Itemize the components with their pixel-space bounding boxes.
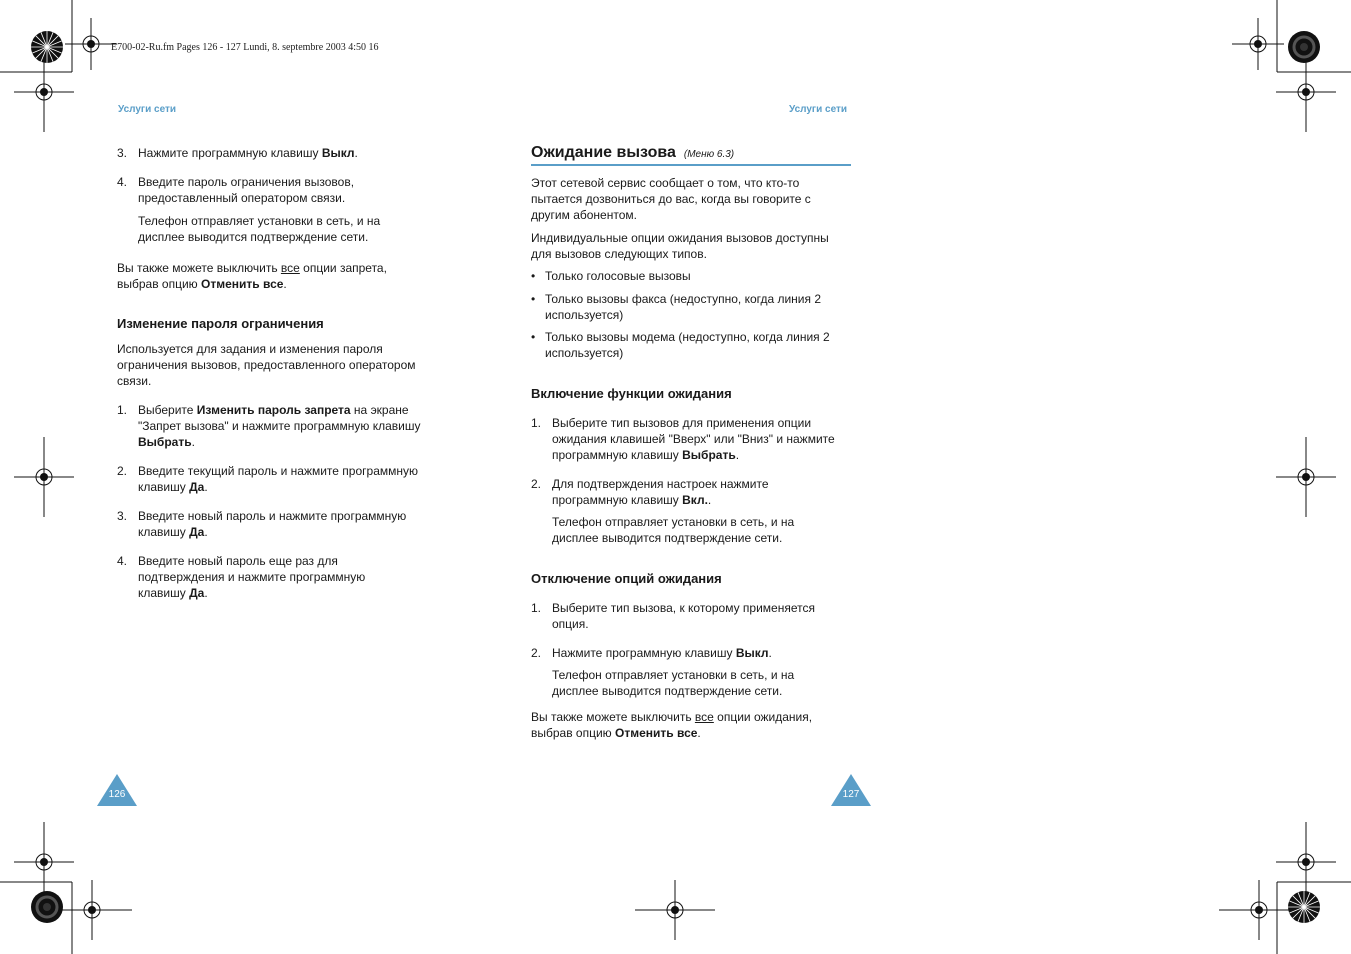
registration-mark-icon: [14, 437, 74, 517]
list-item: 2. Для подтверждения настроек нажмите программную клавишу Вкл..: [531, 477, 769, 507]
registration-mark-icon: [14, 52, 74, 132]
paragraph: Используется для задания и изменения пароля ограничения вызовов, предоставленного оператором связи.: [117, 342, 416, 388]
section-name-left: Услуги сети: [118, 104, 177, 115]
page-number-badge: [831, 774, 871, 806]
list-item: 1. Выберите тип вызовов для применения опции ожидания клавишей "Вверх" или "Вниз" и нажмите программную клавишу Выбрать.: [531, 416, 835, 462]
list-item: 3. Нажмите программную клавишу Выкл.: [117, 146, 358, 160]
page-number-badge: [97, 774, 137, 806]
registration-mark-icon: [52, 880, 132, 940]
registration-mark-icon: [635, 880, 715, 940]
right-page-column: [531, 145, 851, 741]
list-item: 3. Введите новый пароль и нажмите программную клавишу Да.: [117, 509, 407, 539]
menu-reference: (Меню 6.3): [683, 149, 735, 160]
starburst-mark-icon: [30, 30, 64, 64]
note-text: Телефон отправляет установки в сеть, и на дисплее выводится подтверждение сети.: [552, 515, 795, 545]
registration-mark-icon: [1276, 52, 1336, 132]
paragraph: Индивидуальные опции ожидания вызовов доступны для вызовов следующих типов.: [531, 231, 829, 261]
list-item: 2. Нажмите программную клавишу Выкл.: [531, 646, 772, 660]
list-item: 2. Введите текущий пароль и нажмите программную клавишу Да.: [117, 464, 418, 494]
left-page-column: [117, 145, 447, 601]
subheading: Отключение опций ожидания: [531, 571, 722, 586]
starburst-mark-icon: [1287, 890, 1321, 924]
paragraph: Вы также можете выключить все опции ожидания, выбрав опцию Отменить все.: [531, 710, 813, 740]
starburst-mark-icon: [1287, 30, 1321, 64]
subheading: Включение функции ожидания: [531, 386, 732, 401]
file-info: E700-02-Ru.fm Pages 126 - 127 Lundi, 8. septembre 2003 4:50 16: [111, 42, 379, 53]
subheading: Изменение пароля ограничения: [117, 316, 324, 331]
paragraph: Этот сетевой сервис сообщает о том, что кто-то пытается дозвониться до вас, когда вы говорите с другим абонентом.: [531, 176, 811, 222]
section-name-right: Услуги сети: [789, 104, 848, 115]
registration-mark-icon: [1276, 437, 1336, 517]
bullet-item: • Только вызовы модема (недоступно, когда линия 2 используется): [531, 329, 851, 361]
starburst-mark-icon: [30, 890, 64, 924]
list-item: 1. Выберите тип вызова, к которому применяется опция.: [531, 601, 815, 631]
paragraph: Вы также можете выключить все опции запрета, выбрав опцию Отменить все.: [117, 261, 387, 291]
note-text: Телефон отправляет установки в сеть, и на дисплее выводится подтверждение сети.: [138, 214, 381, 244]
page-number: 126: [108, 789, 126, 800]
list-item: 1. Выберите Изменить пароль запрета на экране "Запрет вызова" и нажмите программную клавишу Выбрать.: [117, 403, 421, 449]
list-item: 4. Введите пароль ограничения вызовов, предоставленный оператором связи.: [117, 175, 355, 205]
page-title: Ожидание вызова: [531, 144, 676, 161]
page-number: 127: [842, 789, 860, 800]
note-text: Телефон отправляет установки в сеть, и на дисплее выводится подтверждение сети.: [552, 668, 795, 698]
list-item: 4. Введите новый пароль еще раз для подтверждения и нажмите программную клавишу Да.: [117, 554, 366, 600]
bullet-item: • Только вызовы факса (недоступно, когда линия 2 используется): [531, 291, 851, 323]
bullet-item: • Только голосовые вызовы: [531, 268, 851, 284]
section-title: [531, 145, 851, 166]
